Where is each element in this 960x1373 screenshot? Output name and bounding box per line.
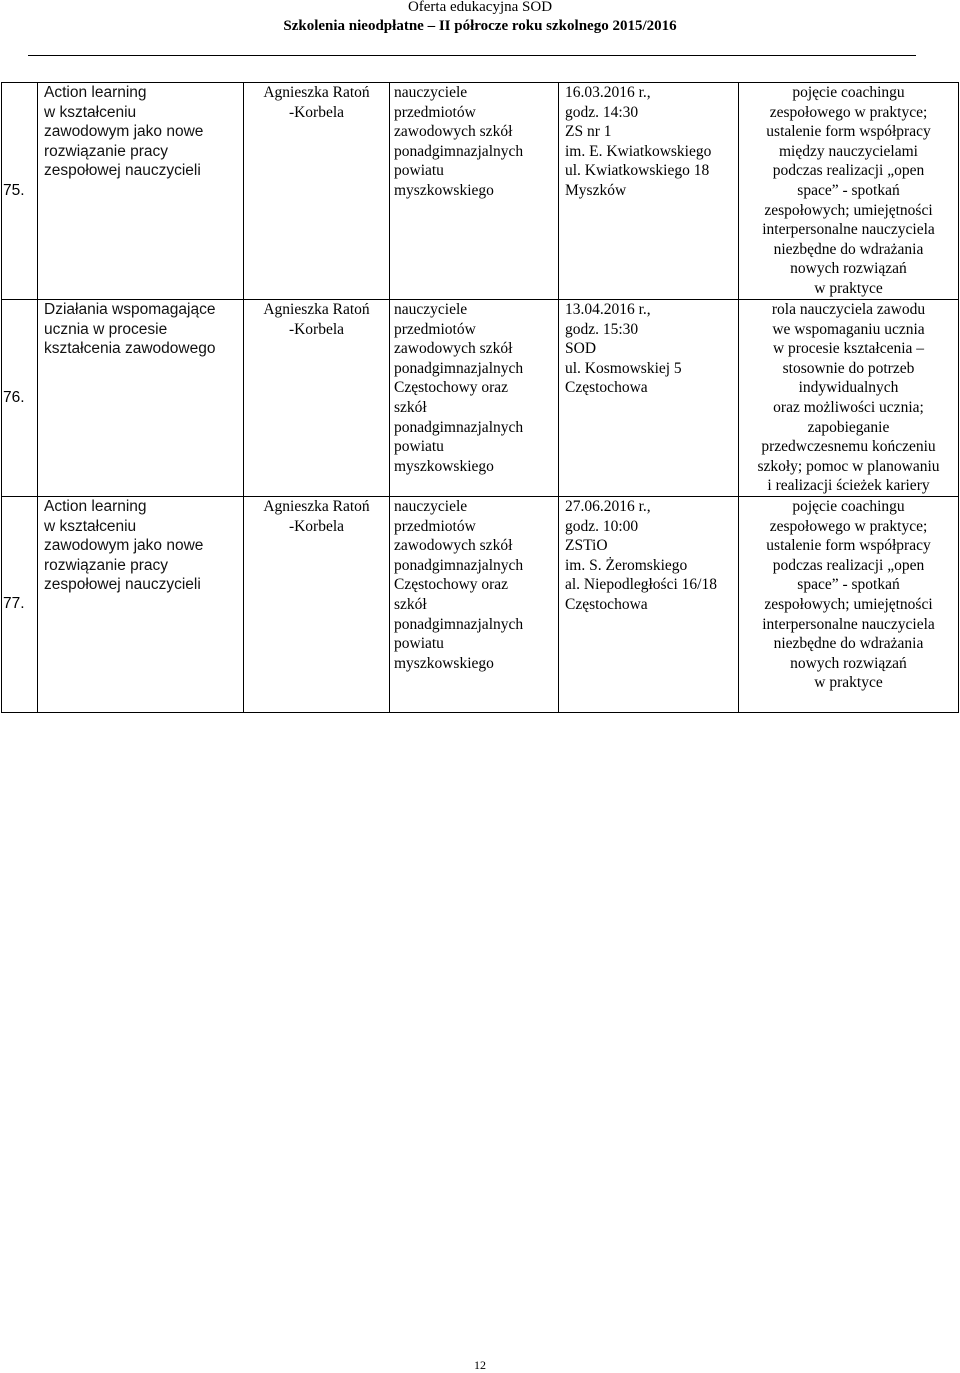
audience-cell: [390, 497, 559, 713]
date-place-line: ZSTiO: [565, 537, 608, 555]
date-place-line: Myszków: [565, 181, 627, 199]
trainer-cell: [244, 300, 390, 497]
date-place-cell: [559, 300, 739, 497]
trainer-line: -Korbela: [288, 517, 345, 535]
course-title-line: ucznia w procesie: [44, 320, 168, 338]
training-table: [1, 82, 959, 713]
date-place-line: godz. 14:30: [565, 103, 639, 121]
trainer-cell: [244, 83, 390, 300]
topic-line: interpersonalne nauczyciela: [762, 615, 935, 633]
trainer-line: Agnieszka Ratoń: [263, 84, 370, 101]
audience-line: powiatu: [394, 635, 444, 653]
topic-line: ustalenie form współpracy: [766, 537, 931, 555]
topic-line: w praktyce: [814, 279, 883, 297]
topic-line: zespołowych; umiejętności: [764, 595, 933, 613]
audience-line: myszkowskiego: [394, 654, 494, 672]
topic-line: nowych rozwiązań: [790, 654, 907, 672]
audience-line: myszkowskiego: [394, 181, 494, 199]
date-place-cell: [559, 83, 739, 300]
row-number-cell: [2, 300, 38, 497]
date-place-line: 27.06.2016 r.,: [565, 498, 651, 515]
course-title-cell: [38, 497, 244, 713]
topic-line: indywidualnych: [798, 379, 899, 397]
course-title-line: w kształceniu: [44, 103, 137, 121]
date-place-line: Częstochowa: [565, 595, 648, 613]
topic-line: nowych rozwiązań: [790, 260, 907, 278]
topic-line: interpersonalne nauczyciela: [762, 221, 935, 239]
page-number: 12: [474, 1358, 486, 1372]
course-title-line: w kształceniu: [44, 517, 137, 535]
topic-line: w praktyce: [814, 674, 883, 692]
header-subtitle: Oferta edukacyjna SOD: [407, 0, 553, 15]
topic-line: zespołowego w praktyce;: [769, 103, 928, 121]
date-place-line: SOD: [565, 340, 597, 358]
audience-line: szkół: [394, 595, 427, 613]
topic-line: ustalenie form współpracy: [766, 123, 931, 141]
audience-line: Częstochowy oraz: [394, 576, 509, 594]
table-row: [2, 300, 959, 497]
row-number: 75.: [3, 182, 25, 200]
course-title-line: rozwiązanie pracy: [44, 556, 169, 574]
course-title-cell: [38, 83, 244, 300]
topics-cell: [739, 497, 959, 713]
audience-line: zawodowych szkół: [394, 123, 513, 141]
topic-line: niezbędne do wdrażania: [773, 635, 924, 653]
audience-line: przedmiotów: [394, 103, 476, 121]
course-title-line: Action learning: [44, 498, 147, 515]
table-row: [2, 83, 959, 300]
audience-line: zawodowych szkół: [394, 537, 513, 555]
topics-cell: [739, 83, 959, 300]
row-number: 76.: [3, 389, 25, 407]
topic-line: zapobieganie: [807, 418, 890, 436]
date-place-line: 13.04.2016 r.,: [565, 301, 651, 318]
topic-line: podczas realizacji „open: [772, 556, 925, 574]
audience-line: powiatu: [394, 162, 444, 180]
row-number-cell: [2, 83, 38, 300]
course-title-line: zespołowej nauczycieli: [44, 162, 201, 180]
course-title-line: rozwiązanie pracy: [44, 142, 169, 160]
row-number-cell: [2, 497, 38, 713]
trainer-line: -Korbela: [288, 103, 345, 121]
table-row: [2, 497, 959, 713]
topic-line: między nauczycielami: [778, 142, 918, 160]
topic-line: pojęcie coachingu: [792, 498, 905, 515]
topics-cell: [739, 300, 959, 497]
topic-line: we wspomaganiu ucznia: [772, 320, 925, 338]
header-rule: [28, 55, 916, 56]
audience-line: Częstochowy oraz: [394, 379, 509, 397]
date-place-line: im. E. Kwiatkowskiego: [565, 142, 712, 160]
date-place-line: godz. 10:00: [565, 517, 639, 535]
date-place-line: 16.03.2016 r.,: [565, 84, 651, 101]
course-title-line: Action learning: [44, 84, 147, 101]
date-place-line: ul. Kwiatkowskiego 18: [565, 162, 710, 180]
topic-line: pojęcie coachingu: [792, 84, 905, 101]
audience-line: ponadgimnazjalnych: [394, 359, 524, 377]
date-place-cell: [559, 497, 739, 713]
audience-line: nauczyciele: [394, 84, 468, 101]
audience-line: ponadgimnazjalnych: [394, 418, 524, 436]
course-title-line: zawodowym jako nowe: [44, 537, 204, 555]
course-title-line: Działania wspomagające: [44, 301, 216, 318]
course-title-line: kształcenia zawodowego: [44, 340, 216, 358]
audience-cell: [390, 83, 559, 300]
topic-line: stosownie do potrzeb: [782, 359, 915, 377]
topic-line: zespołowych; umiejętności: [764, 201, 933, 219]
course-title-line: zespołowej nauczycieli: [44, 576, 201, 594]
date-place-line: al. Niepodległości 16/18: [565, 576, 717, 594]
date-place-line: godz. 15:30: [565, 320, 639, 338]
trainer-line: Agnieszka Ratoń: [263, 301, 370, 318]
topic-line: szkoły; pomoc w planowaniu: [757, 457, 940, 475]
topic-line: w procesie kształcenia –: [772, 340, 925, 358]
topic-line: i realizacji ścieżek kariery: [767, 477, 930, 495]
audience-line: ponadgimnazjalnych: [394, 615, 524, 633]
topic-line: oraz możliwości ucznia;: [773, 398, 924, 416]
topic-line: zespołowego w praktyce;: [769, 517, 928, 535]
date-place-line: Częstochowa: [565, 379, 648, 397]
audience-line: przedmiotów: [394, 320, 476, 338]
trainer-cell: [244, 497, 390, 713]
audience-line: szkół: [394, 398, 427, 416]
audience-line: przedmiotów: [394, 517, 476, 535]
audience-line: powiatu: [394, 438, 444, 456]
audience-cell: [390, 300, 559, 497]
topic-line: niezbędne do wdrażania: [773, 240, 924, 258]
audience-line: nauczyciele: [394, 301, 468, 318]
date-place-line: im. S. Żeromskiego: [565, 556, 688, 574]
row-number: 77.: [3, 595, 25, 613]
date-place-line: ZS nr 1: [565, 123, 612, 141]
trainer-line: -Korbela: [288, 320, 345, 338]
audience-line: ponadgimnazjalnych: [394, 556, 524, 574]
topic-line: space” - spotkań: [797, 576, 900, 594]
header-title: Szkolenia nieodpłatne – II półrocze roku szkolnego 2015/2016: [283, 18, 677, 34]
audience-line: myszkowskiego: [394, 457, 494, 475]
course-title-line: zawodowym jako nowe: [44, 123, 204, 141]
course-title-cell: [38, 300, 244, 497]
trainer-line: Agnieszka Ratoń: [263, 498, 370, 515]
topic-line: przedwczesnemu kończeniu: [761, 438, 936, 456]
topic-line: space” - spotkań: [797, 181, 900, 199]
topic-line: rola nauczyciela zawodu: [771, 301, 926, 318]
audience-line: zawodowych szkół: [394, 340, 513, 358]
date-place-line: ul. Kosmowskiej 5: [565, 359, 682, 377]
audience-line: ponadgimnazjalnych: [394, 142, 524, 160]
audience-line: nauczyciele: [394, 498, 468, 515]
topic-line: podczas realizacji „open: [772, 162, 925, 180]
